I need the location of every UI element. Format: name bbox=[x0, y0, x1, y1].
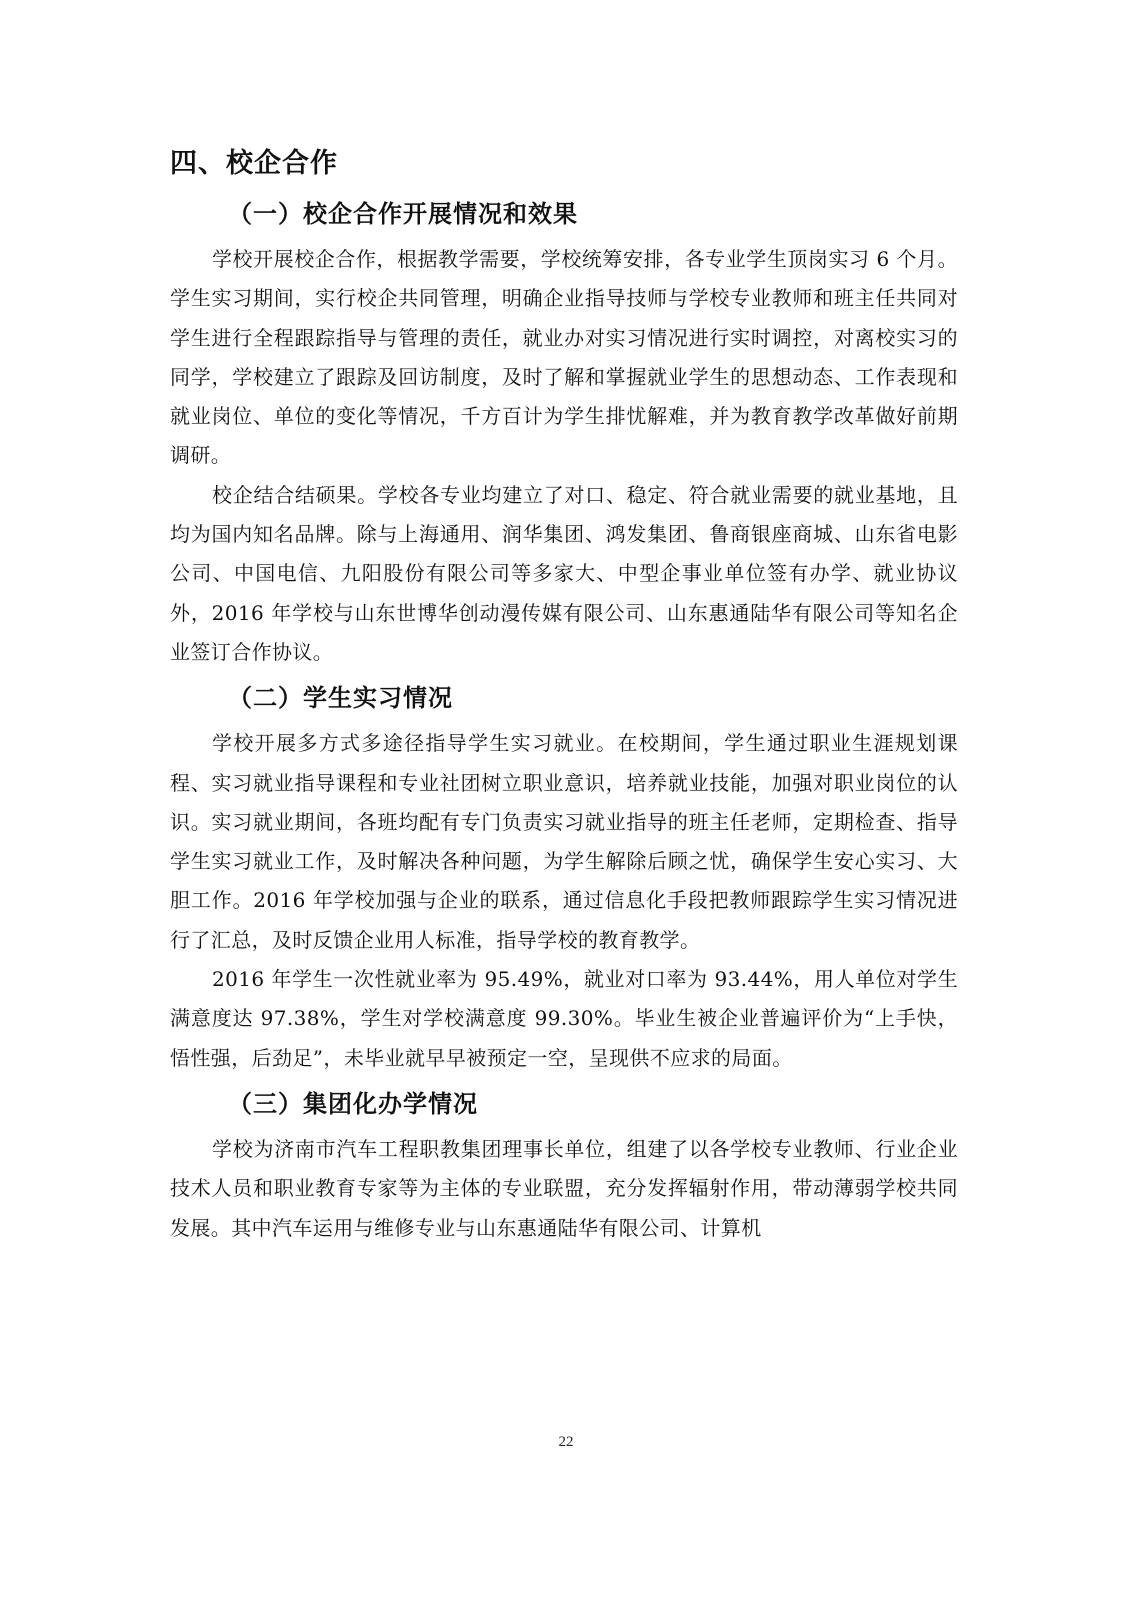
page-number: 22 bbox=[558, 1434, 574, 1450]
document-page bbox=[170, 140, 958, 1248]
subsection-1-paragraph-2: 校企结合结硕果。学校各专业均建立了对口、稳定、符合就业需要的就业基地，且均为国内知名品牌。除与上海通用、润华集团、鸿发集团、鲁商银座商城、山东省电影公司、中国电信、九阳股份有限公司等多家大、中型企事业单位签有办学、就业协议外，2016 年学校与山东世博华创动漫传媒有限公司、山东惠通陆华有限公司等知名企业签订合作协议。 bbox=[170, 482, 958, 664]
subsection-2-heading: （二）学生实习情况 bbox=[228, 684, 453, 713]
subsection-3-paragraph-1: 学校为济南市汽车工程职教集团理事长单位，组建了以各学校专业教师、行业企业技术人员和职业教育专家等为主体的专业联盟，充分发挥辐射作用，带动薄弱学校共同发展。其中汽车运用与维修专业与山东惠通陆华有限公司、计算机 bbox=[170, 1136, 958, 1240]
subsection-3-heading: （三）集团化办学情况 bbox=[228, 1089, 478, 1118]
subsection-2-paragraph-2: 2016 年学生一次性就业率为 95.49%，就业对口率为 93.44%，用人单位对学生满意度达 97.38%，学生对学校满意度 99.30%。毕业生被企业普遍评价为“上手快，悟性强，后劲足”，未毕业就早早被预定一空，呈现供不应求的局面。 bbox=[170, 967, 958, 1070]
subsection-1-paragraph-1: 学校开展校企合作，根据教学需要，学校统筹安排，各专业学生顶岗实习 6 个月。学生实习期间，实行校企共同管理，明确企业指导技师与学校专业教师和班主任共同对学生进行全程跟踪指导与管理的责任，就业办对实习情况进行实时调控，对离校实习的同学，学校建立了跟踪及回访制度，及时了解和掌握就业学生的思想动态、工作表现和就业岗位、单位的变化等情况，千方百计为学生排忧解难，并为教育教学改革做好前期调研。 bbox=[170, 247, 958, 468]
subsection-1-heading: （一）校企合作开展情况和效果 bbox=[228, 200, 578, 228]
subsection-2-paragraph-1: 学校开展多方式多途径指导学生实习就业。在校期间，学生通过职业生涯规划课程、实习就业指导课程和专业社团树立职业意识，培养就业技能，加强对职业岗位的认识。实习就业期间，各班均配有专门负责实习就业指导的班主任老师，定期检查、指导学生实习就业工作，及时解决各种问题，为学生解除后顾之忧，确保学生安心实习、大胆工作。2016 年学校加强与企业的联系，通过信息化手段把教师跟踪学生实习情况进行了汇总，及时反馈企业用人标准，指导学校的教育教学。 bbox=[170, 731, 958, 952]
section-title: 四、校企合作 bbox=[170, 148, 338, 179]
